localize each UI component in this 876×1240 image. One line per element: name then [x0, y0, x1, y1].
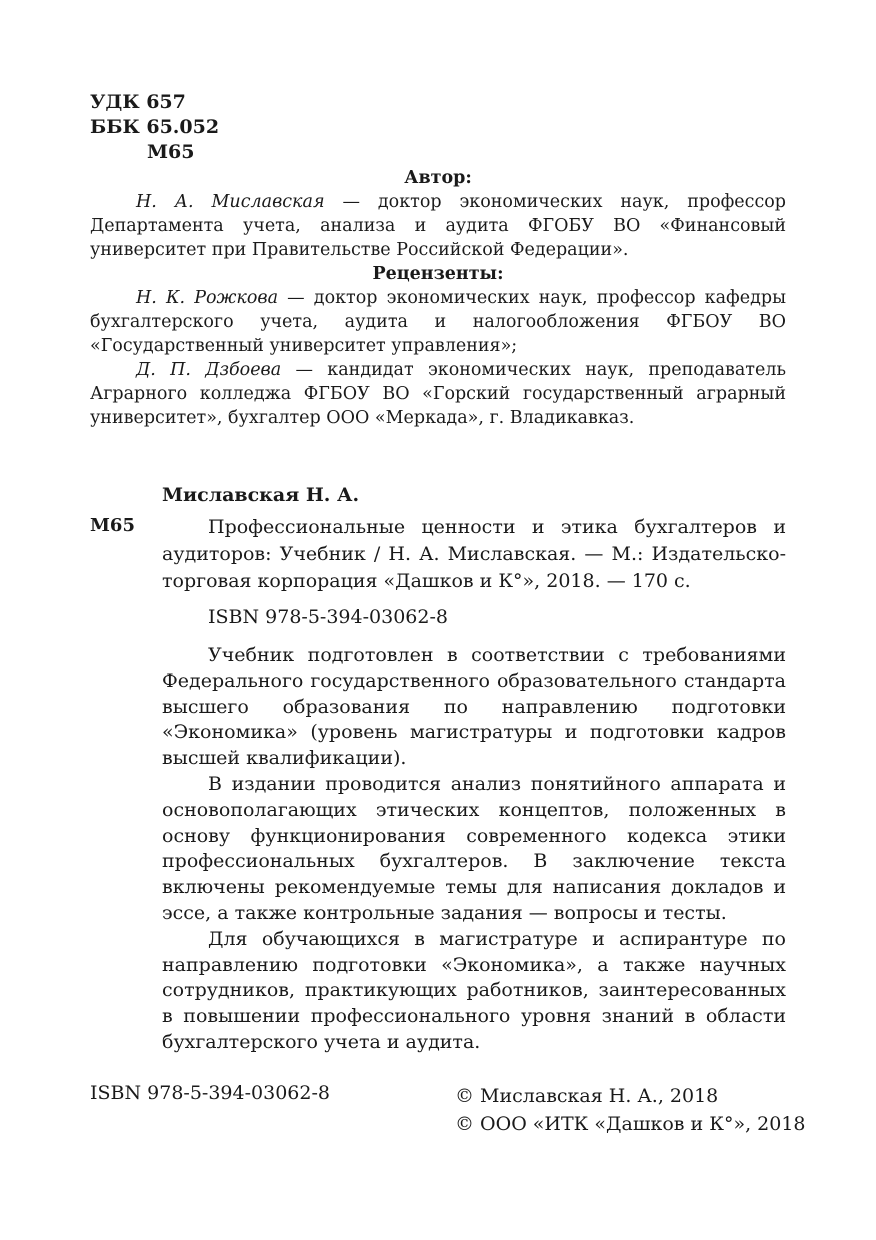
reviewer-name: Д. П. Дзбоева: [136, 360, 282, 380]
author-name: Н. А. Миславская: [136, 192, 325, 212]
reviewer-entry: [90, 358, 786, 430]
reviewers-section: [90, 262, 786, 430]
author-mark: М65: [147, 141, 195, 163]
bbk-code: ББК 65.052: [90, 116, 220, 138]
abstract-paragraph: Учебник подготовлен в соответствии с требованиями Федерального государственного образовательного стандарта высшего образования по направлению подготовки «Экономика» (уровень магистратуры и подготовки кадров высшей квалификации).: [162, 644, 786, 770]
reviewer-entry: [90, 286, 786, 358]
author-entry: [90, 190, 786, 262]
abstract-paragraph: Для обучающихся в магистратуре и аспирантуре по направлению подготовки «Экономика», а также научных сотрудников, практикующих работников, заинтересованных в повышении профессионального уровня знаний в области бухгалтерского учета и аудита.: [162, 927, 786, 1053]
copyright-author: © Миславская Н. А., 2018: [455, 1085, 719, 1107]
copyright-publisher: © ООО «ИТК «Дашков и К°», 2018: [455, 1113, 806, 1135]
bibliographic-author: Миславская Н. А.: [162, 484, 360, 506]
abstract: [162, 643, 786, 1056]
reviewers-heading: Рецензенты:: [372, 264, 504, 284]
author-text: — доктор экономических наук, профессор Департамента учета, анализа и аудита ФГОБУ ВО «Финансовый университет при Правительстве Российской Федерации».: [90, 192, 786, 260]
bibliographic-mark: М65: [90, 515, 135, 536]
author-heading: Автор:: [404, 168, 472, 188]
reviewer-text: — кандидат экономических наук, преподаватель Аграрного колледжа ФГБОУ ВО «Горский государственный аграрный университет», бухгалтер ООО «Меркада», г. Владикавказ.: [90, 360, 786, 428]
reviewer-text: — доктор экономических наук, профессор кафедры бухгалтерского учета, аудита и налогообложения ФГБОУ ВО «Государственный университет управления»;: [90, 288, 787, 356]
bibliographic-isbn: ISBN 978-5-394-03062-8: [208, 606, 448, 628]
bibliographic-description: Профессиональные ценности и этика бухгалтеров и аудиторов: Учебник / Н. А. Миславская. — М.: Издательско-торговая корпорация «Дашков и К°», 2018. — 170 с.: [162, 516, 786, 592]
abstract-paragraph: В издании проводится анализ понятийного аппарата и основополагающих этических концептов, положенных в основу функционирования современного кодекса этики профессиональных бухгалтеров. В заключение текста включены рекомендуемые темы для написания докладов и эссе, а также контрольные задания — вопросы и тесты.: [162, 772, 786, 924]
footer-copyright: [455, 1082, 806, 1138]
footer-isbn: ISBN 978-5-394-03062-8: [90, 1082, 330, 1104]
reviewer-name: Н. К. Рожкова: [136, 288, 279, 308]
classification-codes: [90, 90, 219, 165]
author-section: [90, 166, 786, 262]
udk-code: УДК 657: [90, 91, 186, 113]
